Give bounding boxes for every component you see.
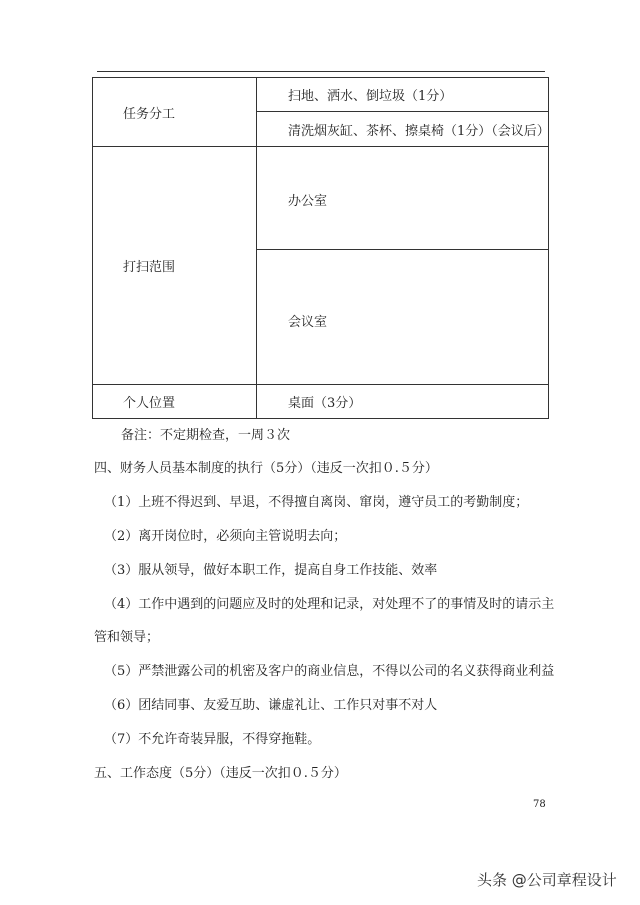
section-5-title: 五、工作态度（5分）（违反一次扣０.５分）: [94, 766, 347, 781]
watermark-logo: 头条 @公司章程设计: [477, 870, 617, 889]
cleaning-scope-label: 打扫范围: [93, 147, 257, 385]
cleaning-schedule-table: [92, 77, 549, 419]
table-row: [93, 147, 549, 250]
rule-item: （1）上班不得迟到、早退，不得擅自离岗、窜岗，遵守员工的考勤制度；: [104, 495, 529, 510]
rule-item: （4）工作中遇到的问题应及时的处理和记录，对处理不了的事情及时的请示主: [104, 597, 555, 612]
rule-item: （7）不允许奇装异服，不得穿拖鞋。: [104, 732, 321, 747]
section-4-title: 四、财务人员基本制度的执行（5分）（违反一次扣０.５分）: [94, 461, 438, 476]
header-rule: [97, 71, 545, 72]
table-row: [93, 78, 549, 112]
rule-item: （3）服从领导，做好本职工作，提高自身工作技能、效率: [104, 563, 438, 578]
personal-position-label: 个人位置: [93, 385, 257, 419]
rule-item-continuation: 管和领导；: [94, 630, 160, 645]
remark-note: 备注：不定期检查，一周３次: [121, 428, 291, 443]
rule-item: （6）团结同事、友爱互助、谦虚礼让、工作只对事不对人: [104, 698, 438, 713]
page-number: 78: [533, 799, 546, 810]
room-name: 会议室: [288, 315, 328, 330]
rule-item: （5）严禁泄露公司的机密及客户的商业信息，不得以公司的名义获得商业利益: [104, 664, 555, 679]
task-item: 扫地、洒水、倒垃圾（1分）: [257, 78, 549, 112]
rule-item: （2）离开岗位时，必须向主管说明去向；: [104, 529, 347, 544]
room-name: 办公室: [288, 194, 328, 209]
table-row: [93, 385, 549, 419]
personal-position-value: 桌面（3分）: [257, 385, 549, 419]
room-cell: [257, 250, 549, 385]
room-cell: [257, 147, 549, 250]
task-division-label: 任务分工: [93, 78, 257, 147]
task-item: 清洗烟灰缸、茶杯、擦桌椅（1分）（会议后）: [257, 112, 549, 147]
